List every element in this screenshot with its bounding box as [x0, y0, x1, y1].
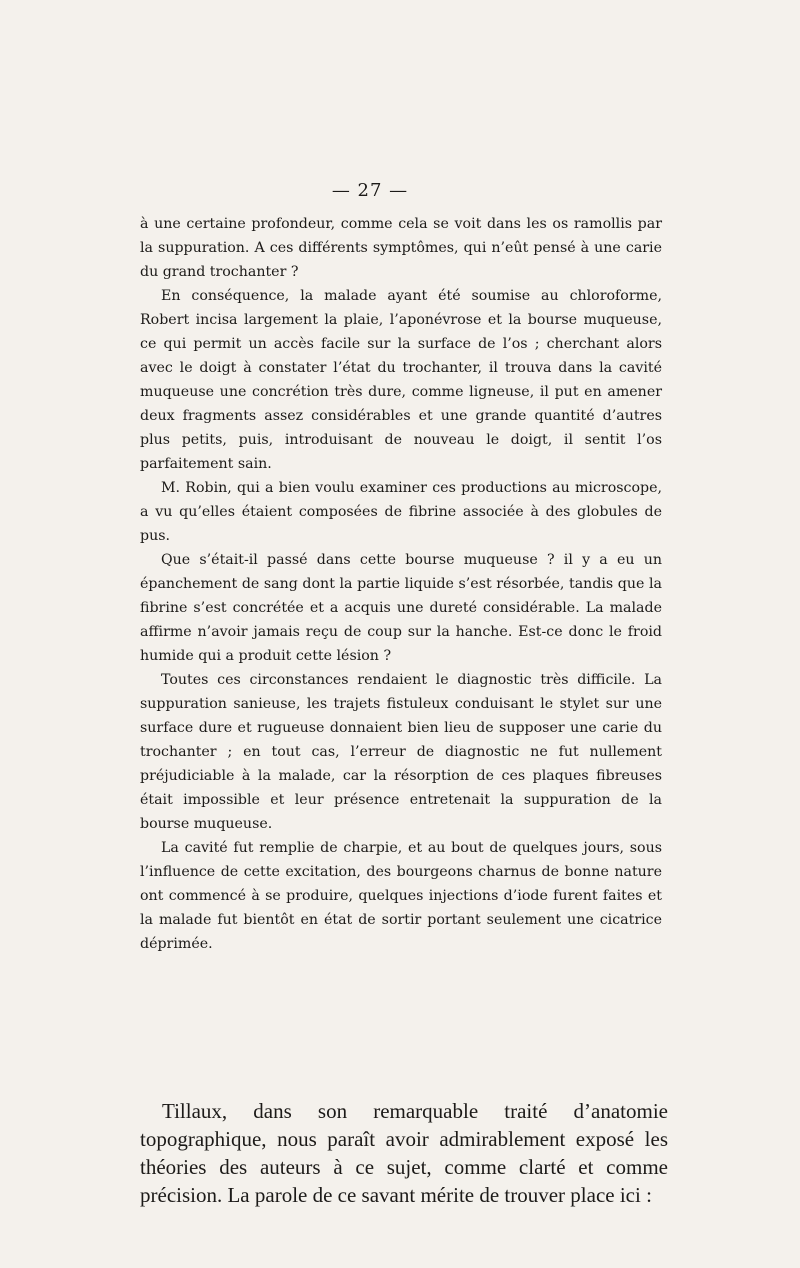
paragraph-diagnosis: Toutes ces circonstances rendaient le diagnostic très difficile. La suppuration sanieuse, les trajets fistuleux conduisant le stylet sur une surface dure et rugueuse donnaient bien lieu de supposer une carie du trochanter ; en tout cas, l’erreur de diagnostic ne fut nullement préjudiciable à la malade, car la résorption de ces plaques fibreuses était impossible et leur présence entretenait la suppuration de la bourse muqueuse. [140, 672, 662, 832]
paragraph-healing: La cavité fut remplie de charpie, et au bout de quelques jours, sous l’influence de cette excitation, des bourgeons charnus de bonne nature ont commencé à se produire, quelques injections d’iode furent faites et la malade fut bientôt en état de sortir portant seulement une cicatrice déprimée. [140, 840, 662, 952]
body-text [140, 212, 662, 956]
closing-text [140, 1097, 668, 1209]
paragraph-microscope: M. Robin, qui a bien voulu examiner ces productions au microscope, a vu qu’elles étaient composées de fibrine associée à des globules de pus. [140, 480, 662, 544]
paragraph-continuation: à une certaine profondeur, comme cela se voit dans les os ramollis par la suppuration. A ces différents symptômes, qui n’eût pensé à une carie du grand trochanter ? [140, 216, 662, 280]
paragraph-surgery: En conséquence, la malade ayant été soumise au chloroforme, Robert incisa largement la plaie, l’aponévrose et la bourse muqueuse, ce qui permit un accès facile sur la surface de l’os ; cherchant alors avec le doigt à constater l’état du trochanter, il trouva dans la cavité muqueuse une concrétion très dure, comme ligneuse, il put en amener deux fragments assez considérables et une grande quantité d’autres plus petits, puis, introduisant de nouveau le doigt, il sentit l’os parfaitement sain. [140, 288, 662, 472]
paragraph-bursa-question: Que s’était-il passé dans cette bourse muqueuse ? il y a eu un épanchement de sang dont la partie liquide s’est résorbée, tandis que la fibrine s’est concrétée et a acquis une dureté considérable. La malade affirme n’avoir jamais reçu de coup sur la hanche. Est-ce donc le froid humide qui a produit cette lésion ? [140, 552, 662, 664]
paragraph-tillaux: Tillaux, dans son remarquable traité d’anatomie topographique, nous paraît avoir admirablement exposé les théories des auteurs à ce sujet, comme clarté et comme précision. La parole de ce savant mérite de trouver place ici : [140, 1099, 668, 1207]
page-number: — 27 — [331, 180, 409, 201]
